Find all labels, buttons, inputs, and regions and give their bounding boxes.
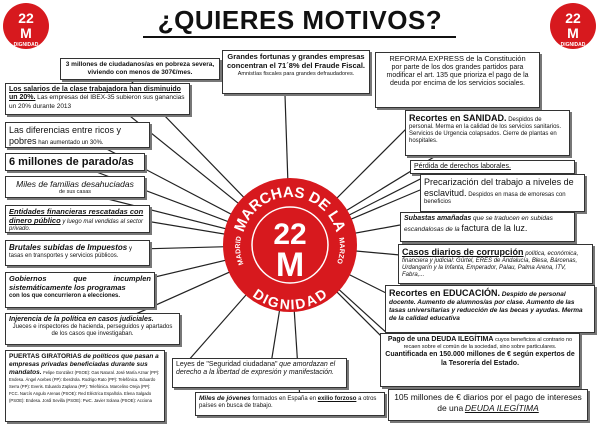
center-badge-left-text: MADRID xyxy=(234,235,246,266)
box-subastas: Subastas amañadas que se traducen en subidas escandalosas de la factura de la luz. xyxy=(400,212,575,242)
box-injerencia: Injerencia de la política en casos judiciales. Jueces e inspectores de hacienda, perseguidos y apartados de los casos que investigaban. xyxy=(5,313,180,345)
center-badge-number: 22 xyxy=(273,218,307,251)
box-fortunas: Grandes fortunas y grandes empresas concentran el 71´8% del Fraude Fiscal. Amnistías fiscales para grandes defraudadores. xyxy=(222,50,370,94)
box-salarios: Los salarios de la clase trabajadora han disminuido un 20%. Las empresas del IBEX-35 subieron sus ganancias un 20% durante 2013 xyxy=(5,83,190,115)
box-educacion: Recortes en EDUCACIÓN. Despido de personal docente. Aumento de alumnos/as por clase. Aumento de las tasas universitarias y reducción de las becas y ayudas. Merma de la calidad educativa xyxy=(385,285,595,333)
box-precarizacion: Precarización del trabajo a niveles de esclavitud. Despidos en masa de emoresas con beneficios xyxy=(420,174,585,212)
box-jovenes: Miles de jóvenes formados en España en exilio forzoso a otros países en busca de trabajo. xyxy=(195,392,385,416)
center-badge-top-text: MARCHAS DE LA xyxy=(231,183,349,235)
title-underline xyxy=(143,36,456,38)
page-title: ¿QUIERES MOTIVOS? xyxy=(157,5,443,35)
box-entidades: Entidades financieras rescatadas con dinero público y luego mal vendidas al sector privado. xyxy=(5,205,150,233)
box-gobiernos: Gobiernos que incumplen sistemáticamente los programas con los que concurrieron a elecciones. xyxy=(5,272,155,308)
box-pobreza: 3 millones de ciudadanos/as en pobreza severa, viviendo con menos de 307€/mes. xyxy=(60,58,220,80)
corner-badge-left xyxy=(2,2,50,50)
box-impuestos: Brutales subidas de Impuestos y tasas en transportes y servicios públicos. xyxy=(5,240,150,266)
box-intereses: 105 millones de € diarios por el pago de intereses de una DEUDA ILEGÍTIMA xyxy=(388,389,588,421)
box-sanidad: Recortes en SANIDAD. Despidos de personal. Merma en la calidad de los servicios sanitarios. Servicios de Urgencia colapsados. Cierre de plantas en hospitales. xyxy=(405,110,570,156)
center-badge-bottom-text: DIGNIDAD xyxy=(250,285,330,313)
corner-badge-number: 22 xyxy=(565,10,581,26)
box-seguridad: Leyes de "Seguridad ciudadana" que amordazan el derecho a la libertad de expresión y manifestación. xyxy=(172,358,347,388)
corner-badge-right xyxy=(549,2,597,50)
corner-badge-text: DIGNIDAD xyxy=(560,42,586,48)
box-paro: 6 millones de parado/as xyxy=(5,153,145,171)
center-badge xyxy=(222,177,358,313)
box-deuda: Pago de una DEUDA ILEGÍTIMA cuyos beneficios al contrario no recaen sobre el común de la sociedad, sino sobre particulares. Cuantificada en 150.000 millones de € según expertos de la Tesorería del Estado. xyxy=(380,333,580,387)
box-derechos: Pérdida de derechos laborales. xyxy=(410,160,575,174)
box-diferencias: Las diferencias entre ricos y pobres han aumentado un 30%. xyxy=(5,122,150,148)
box-puertas: PUERTAS GIRATORIAS de políticos que pasan a empresas privadas beneficiadas durante sus mandatos. Felipe González (PSOE): Gas Natural. José María Aznar (PP): Endesa. Ángel Acebes (PP): Iberdrola. Rodrigo Rato (PP): Telefónica. Eduardo Serra (PP): Everis. Eduardo Zaplana (PP): Telefónica. Marcelino Oreja (PP): FCC. Narcís Angulo Arenas (PSOE): Red Eléctrica Española. Elena Salgado (PSOE): Endesa. Jordi Sevilla (PSOE): PwC. Javier Solana (PSOE): Acciona xyxy=(5,350,165,422)
center-badge-letter: M xyxy=(275,246,305,284)
center-badge-right-text: MARZO xyxy=(335,237,346,265)
box-reforma: REFORMA EXPRESS de la Constitución por parte de los dos grandes partidos para modificar el art. 135 que prioriza el pago de la deuda por encima de los servicios sociales. xyxy=(375,52,540,108)
corner-badge-number: 22 xyxy=(18,10,34,26)
corner-badge-letter: M xyxy=(20,25,32,41)
corner-badge-text: DIGNIDAD xyxy=(13,42,39,48)
corner-badge-letter: M xyxy=(567,25,579,41)
box-desahucios: Miles de familias desahuciadas de sus casas xyxy=(5,176,145,198)
box-corrupcion: Casos diarios de corrupción política, económica, financiera y judicial: Gürtel, ERES de Andalucía, Blesa, Bárcenas, Urdangarín y la Infanta, Emperador, Palau, Palma Arena, ITV, Fabra,... xyxy=(398,244,593,284)
